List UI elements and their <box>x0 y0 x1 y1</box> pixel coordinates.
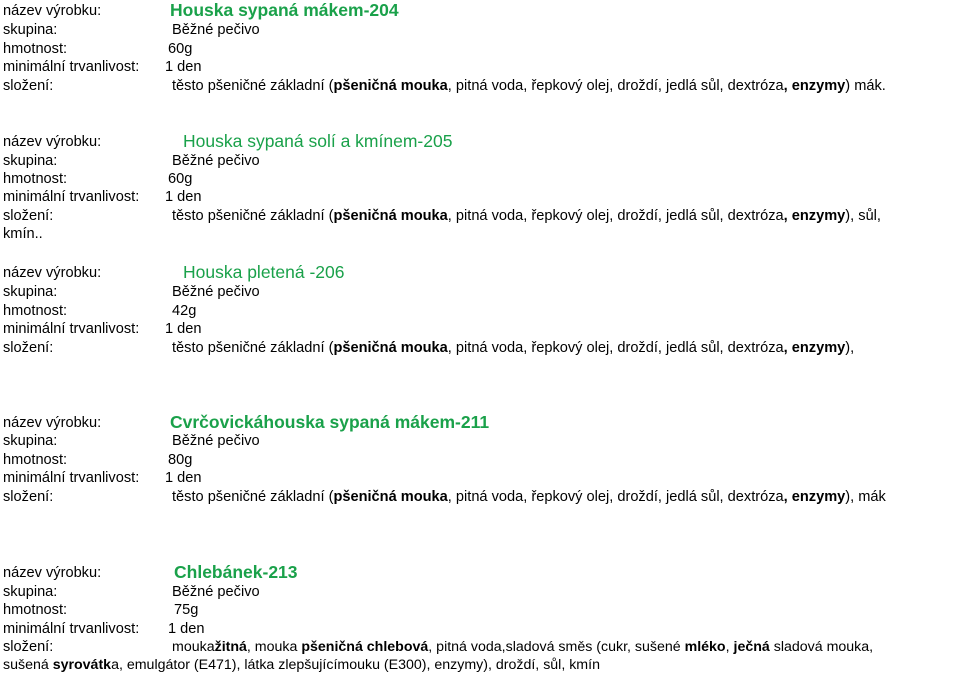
product-title: Chlebánek-213 <box>174 562 298 582</box>
shelf-life-value: 1 den <box>165 470 202 486</box>
composition-text: těsto pšeničné základní (pšeničná mouka, pitná voda, řepkový olej, droždí, jedlá sůl, dextróza, enzymy), <box>172 340 855 356</box>
label-name: název výrobku: <box>3 265 102 281</box>
composition-continuation: kmín.. <box>3 226 43 242</box>
label-group: skupina: <box>3 22 58 38</box>
label-shelf-life: minimální trvanlivost: <box>3 621 140 637</box>
group-value: Běžné pečivo <box>172 433 260 449</box>
group-value: Běžné pečivo <box>172 584 260 600</box>
product-title: Houska sypaná solí a kmínem-205 <box>183 131 453 151</box>
composition-text: moukažitná, mouka pšeničná chlebová, pitná voda,sladová směs (cukr, sušené mléko, ječná sladová mouka, <box>172 639 874 655</box>
label-name: název výrobku: <box>3 565 102 581</box>
label-composition: složení: <box>3 489 54 505</box>
label-weight: hmotnost: <box>3 452 68 468</box>
label-group: skupina: <box>3 584 58 600</box>
shelf-life-value: 1 den <box>165 59 202 75</box>
weight-value: 42g <box>172 303 197 319</box>
label-group: skupina: <box>3 153 58 169</box>
composition-text: těsto pšeničné základní (pšeničná mouka, pitná voda, řepkový olej, droždí, jedlá sůl, dextróza, enzymy) mák. <box>172 78 886 94</box>
shelf-life-value: 1 den <box>165 189 202 205</box>
label-shelf-life: minimální trvanlivost: <box>3 189 140 205</box>
group-value: Běžné pečivo <box>172 153 260 169</box>
label-weight: hmotnost: <box>3 171 68 187</box>
label-shelf-life: minimální trvanlivost: <box>3 321 140 337</box>
group-value: Běžné pečivo <box>172 22 260 38</box>
weight-value: 60g <box>168 171 193 187</box>
label-name: název výrobku: <box>3 3 102 19</box>
composition-text: těsto pšeničné základní (pšeničná mouka, pitná voda, řepkový olej, droždí, jedlá sůl, dextróza, enzymy), sůl, <box>172 208 881 224</box>
label-weight: hmotnost: <box>3 41 68 57</box>
composition-text: těsto pšeničné základní (pšeničná mouka, pitná voda, řepkový olej, droždí, jedlá sůl, dextróza, enzymy), mák <box>172 489 886 505</box>
product-title: Houska sypaná mákem-204 <box>170 0 399 20</box>
label-shelf-life: minimální trvanlivost: <box>3 470 140 486</box>
weight-value: 60g <box>168 41 193 57</box>
label-composition: složení: <box>3 78 54 94</box>
weight-value: 75g <box>174 602 199 618</box>
label-weight: hmotnost: <box>3 602 68 618</box>
product-title: Houska pletená -206 <box>183 262 345 282</box>
label-name: název výrobku: <box>3 415 102 431</box>
label-group: skupina: <box>3 284 58 300</box>
label-composition: složení: <box>3 208 54 224</box>
label-weight: hmotnost: <box>3 303 68 319</box>
shelf-life-value: 1 den <box>165 321 202 337</box>
weight-value: 80g <box>168 452 193 468</box>
label-group: skupina: <box>3 433 58 449</box>
label-shelf-life: minimální trvanlivost: <box>3 59 140 75</box>
composition-continuation: sušená syrovátka, emulgátor (E471), látka zlepšujícímouku (E300), enzymy), droždí, sůl, kmín <box>3 657 600 673</box>
label-composition: složení: <box>3 340 54 356</box>
group-value: Běžné pečivo <box>172 284 260 300</box>
shelf-life-value: 1 den <box>168 621 205 637</box>
label-name: název výrobku: <box>3 134 102 150</box>
label-composition: složení: <box>3 639 54 655</box>
product-title: Cvrčovickáhouska sypaná mákem-211 <box>170 412 490 432</box>
